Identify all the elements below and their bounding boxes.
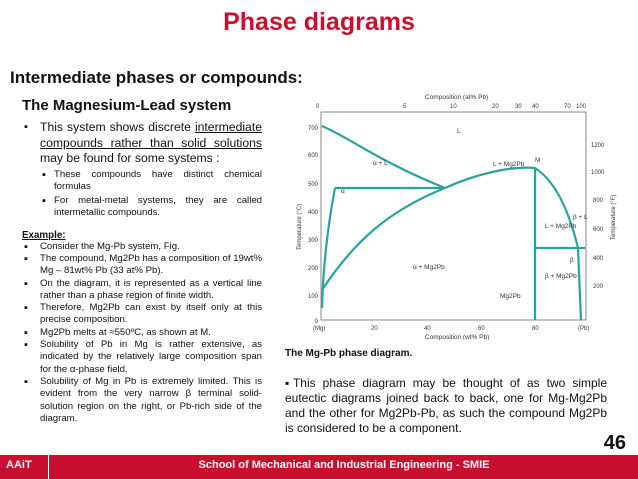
bottom-tick: 80 [532,326,539,332]
sub-bullet: ▪ These compounds have distinct chemical formulas [40,169,262,194]
example-bullet: ▪ Solubility of Pb in Mg is rather extensive, as indicated by the relatively large composition span for the α-phase field. [22,339,262,376]
bottom-ticks [313,326,589,332]
label-beta-L: β + L [573,214,588,221]
intro-bullet-pre: This system shows discrete [40,120,191,134]
example-bullet: ▪ On the diagram, it is represented as a vertical line rather than a phase region of finite width. [22,278,262,303]
sub-bullets [40,169,262,220]
plot-frame [321,112,586,320]
label-L: L [457,128,461,135]
bottom-tick: 20 [371,326,378,332]
footer-left: AAiT [6,459,32,471]
mg-pb-phase-diagram [295,90,635,340]
example-label: Example: [22,229,66,241]
footer-center: School of Mechanical and Industrial Engineering - SMIE [198,459,490,471]
top-tick: 0 [316,104,320,110]
example-bullet: ▪ Therefore, Mg2Pb can exist by itself only at this precise composition. [22,302,262,327]
right-tick: 200 [593,284,604,290]
label-L-Mg2Pb-right: L + Mg2Pb [545,223,577,230]
example-bullet: ▪ Solubility of Mg in Pb is extremely limited. This is evident from the very narrow β terminal solid-solution region on the right, or Pb-rich side of the diagram. [22,376,262,425]
left-tick: 700 [307,126,318,132]
bottom-tick: 40 [424,326,431,332]
label-beta: β [570,257,574,264]
left-tick: 500 [307,182,318,188]
left-tick: 400 [307,210,318,216]
label-alpha-L: α + L [373,160,388,167]
alpha-liquidus-solidus [322,188,445,290]
top-tick: 30 [515,104,522,110]
label-alpha-Mg2Pb: α + Mg2Pb [413,264,445,271]
right-tick: 800 [593,198,604,204]
label-L-Mg2Pb: L + Mg2Pb [493,161,525,168]
slide-title: Phase diagrams [223,8,415,36]
section-heading: The Magnesium-Lead system [22,97,232,114]
bottom-tick: 60 [478,326,485,332]
label-M: M [535,157,541,164]
bottom-end-right: (Pb) [578,326,590,332]
footer-divider [48,455,49,479]
beta-boundary [578,248,581,320]
phase-labels [341,128,588,300]
bottom-axis-label: Composition (wt% Pb) [425,334,490,340]
liquidus-left [322,126,445,188]
top-tick: 40 [532,104,539,110]
right-ticks [591,143,605,290]
left-column [22,97,262,425]
top-tick: 70 [564,104,571,110]
top-tick: 100 [576,104,587,110]
left-tick: 200 [307,266,318,272]
liquidus-middle [445,168,578,248]
top-tick: 5 [403,104,407,110]
example-bullet: ▪ Consider the Mg-Pb system, Fig. [22,241,262,253]
label-beta-Mg2Pb: β + Mg2Pb [545,273,577,280]
right-tick: 1200 [591,143,605,149]
right-paragraph [285,376,607,436]
example-bullet: ▪ The compound, Mg2Pb has a composition of 19wt% Mg – 81wt% Pb (33 at% Pb). [22,253,262,278]
page-number: 46 [603,432,626,454]
top-ticks [316,104,587,110]
bottom-end-left: (Mg) [313,326,326,332]
example-bullet: ▪ Mg2Pb melts at ≈550ºC, as shown at M. [22,327,262,339]
top-axis-label: Composition (at% Pb) [425,94,489,101]
slide-subtitle: Intermediate phases or compounds: [10,68,303,87]
solvus-alpha [322,188,335,308]
intro-bullet-link: intermediate compounds rather than solid solutions [40,120,263,150]
left-tick: 600 [307,153,318,159]
intro-bullet-post: may be found for some systems : [40,151,220,165]
left-tick: 0 [314,319,318,325]
left-tick: 100 [307,294,318,300]
right-axis-label: Temperature (°F) [611,194,617,240]
top-tick: 20 [492,104,499,110]
right-tick: 400 [593,256,604,262]
left-axis-label: Temperature (°C) [297,203,303,250]
top-tick: 10 [450,104,457,110]
right-paragraph-text: This phase diagram may be thought of as two simple eutectic diagrams joined back to back, one for Mg-Mg2Pb and the other for Mg2Pb-Pb, as such the compound Mg2Pb is considered to be a component. [285,376,607,435]
left-ticks [308,126,319,325]
example-bullets [22,241,262,425]
right-tick: 600 [593,227,604,233]
label-alpha: α [341,188,345,195]
intro-bullet [22,120,262,167]
sub-bullet: ▪ For metal-metal systems, they are called intermetallic compounds. [40,195,262,220]
footer-bar [0,455,638,479]
left-tick: 300 [307,238,318,244]
right-tick: 1000 [591,170,605,176]
bullet-icon: ▪ [285,376,293,390]
figure-caption: The Mg-Pb phase diagram. [285,348,413,359]
label-Mg2Pb: Mg2Pb [500,293,521,300]
